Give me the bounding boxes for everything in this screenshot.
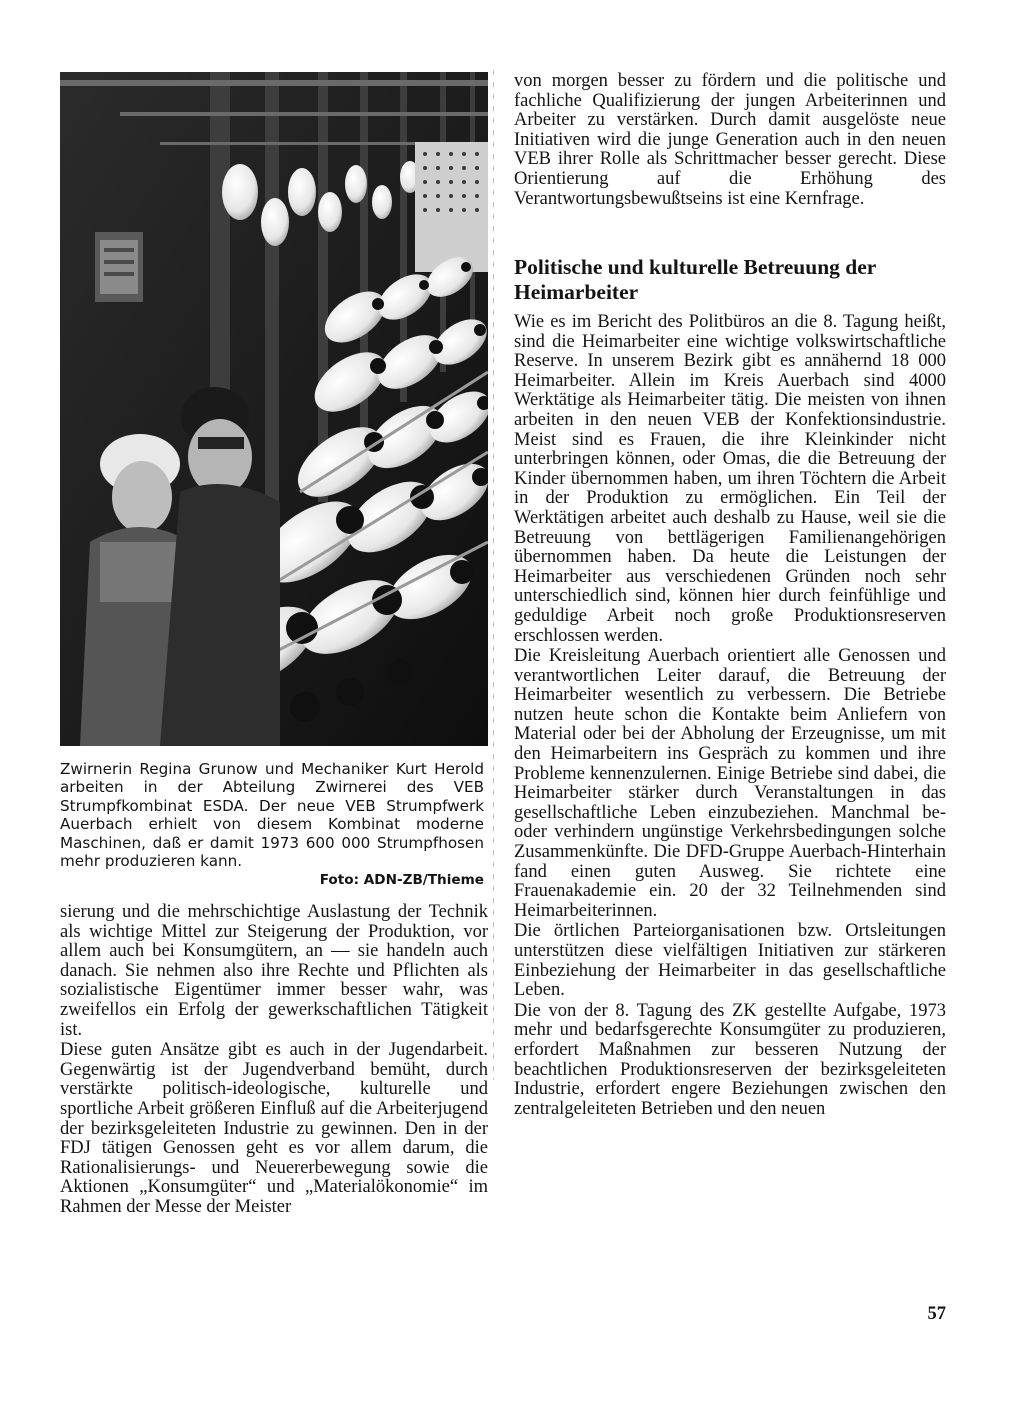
column-divider [493, 70, 494, 1080]
factory-photo [60, 72, 488, 746]
left-paragraph-1: sierung und die mehrschichtige Auslastung der Technik als wichtige Mittel zur Steigerung der Produktion, vor allem auch bei Konsumgütern, an — sie handeln auch danach. Sie nehmen also ihre Rechte und Pflichten als sozialistische Eigentümer immer besser wahr, was zweifellos ein Erfolg der gewerkschaftlichen Tätigkeit ist. [60, 902, 488, 1040]
left-paragraph-2: Diese guten Ansätze gibt es auch in der Jugendarbeit. Gegenwärtig ist der Jugendverband bemüht, durch verstärkte politisch-ideologische, kulturelle und sportliche Arbeit größeren Einfluß auf die Arbeiterjugend der bezirksgeleiteten Industrie zu gewinnen. Den in der FDJ tätigen Genossen geht es vor allem darum, die Rationalisierungs- und Neuererbewegung sowie die Aktionen „Konsumgüter“ und „Materialökonomie“ im Rahmen der Messe der Meister [60, 1040, 488, 1217]
left-column-text [60, 903, 488, 1218]
photo-credit: Foto: ADN-ZB/Thieme [319, 872, 484, 888]
right-paragraph-2: Die Kreisleitung Auerbach orientiert alle Genossen und verantwortlichen Leiter darauf, die Betreuung der Heimarbeiter wesentlich zu verbessern. Die Betriebe nutzen heute schon die Kontakte beim Anliefern von Material oder bei der Abholung der Erzeugnisse, um mit den Heimarbeitern ins Gespräch zu kommen und ihre Probleme kennenzulernen. Einige Betriebe sind dabei, die Heimarbeiter stärker durch Veranstaltungen in das gesellschaftliche Leben einzubeziehen. Manchmal be- oder verhindern ungünstige Verkehrsbedingungen solche Zusammenkünfte. Die DFD-Gruppe Auerbach-Hinterhain fand einen guten Ausweg. Sie richtete eine Frauenakademie ein. 20 der 32 Teilnehmenden sind Heimarbeiterinnen. [514, 646, 946, 921]
right-column-body [514, 313, 946, 1119]
page-number: 57 [927, 1304, 946, 1324]
right-paragraph-1: Wie es im Bericht des Politbüros an die 8. Tagung heißt, sind die Heimarbeiter eine wichtige volkswirtschaftliche Reserve. In unserem Bezirk gibt es annähernd 18 000 Heimarbeiter. Allein im Kreis Auerbach sind 4000 Werktätige als Heimarbeiter tätig. Die meisten von ihnen arbeiten in den neuen VEB der Konfektionsindustrie. Meist sind es Frauen, die ihre Kleinkinder nicht unterbringen können, oder Omas, die die Betreuung der Kinder übernommen haben, um ihren Töchtern die Arbeit in der Produktion zu ermöglichen. Ein Teil der Werktätigen arbeitet auch deshalb zu Hause, weil sie die Betreuung von bettlägerigen Familienangehörigen übernommen haben. Da heute die Leistungen der Heimarbeiter aus verschiedenen Gründen noch sehr unterschiedlich sind, können hier durch feinfühlige und geduldige Arbeit noch große Produktionsreserven erschlossen werden. [514, 312, 946, 646]
right-paragraph-3: Die örtlichen Parteiorganisationen bzw. Ortsleitungen unterstützen diese vielfältigen Initiativen zur stärkeren Einbeziehung der Heimarbeiter in das gesellschaftliche Leben. [514, 921, 946, 1001]
right-paragraph-4: Die von der 8. Tagung des ZK gestellte Aufgabe, 1973 mehr und bedarfsgerechte Konsumgüter zu produzieren, erfordert Maßnahmen zur besseren Nutzung der beachtlichen Produktionsreserven der bezirksgeleiteten Industrie, erfordert engere Beziehungen zwischen den zentralgeleiteten Betrieben und den neuen [514, 1000, 946, 1119]
right-intro-paragraph: von morgen besser zu fördern und die politische und fachliche Qualifizierung der jungen Arbeiterinnen und Arbeiter zu verstärken. Durch damit ausgelöste neue Initiativen wird die junge Generation auch in den neuen VEB ihrer Rolle als Schrittmacher besser gerecht. Diese Orientierung auf die Erhöhung des Verantwortungsbewußtseins ist eine Kernfrage. [514, 71, 946, 209]
right-column-intro [514, 72, 946, 209]
section-heading: Politische und kulturelle Betreuung der Heimarbeiter [514, 255, 876, 304]
photo-caption: Zwirnerin Regina Grunow und Mechaniker Kurt Herold arbeiten in der Abteilung Zwirnerei des VEB Strumpfkombinat ESDA. Der neue VEB Strumpfwerk Auerbach erhielt von diesem Kombinat moderne Maschinen, daß er damit 1973 600 000 Strumpfhosen mehr produzieren kann. [60, 760, 484, 871]
